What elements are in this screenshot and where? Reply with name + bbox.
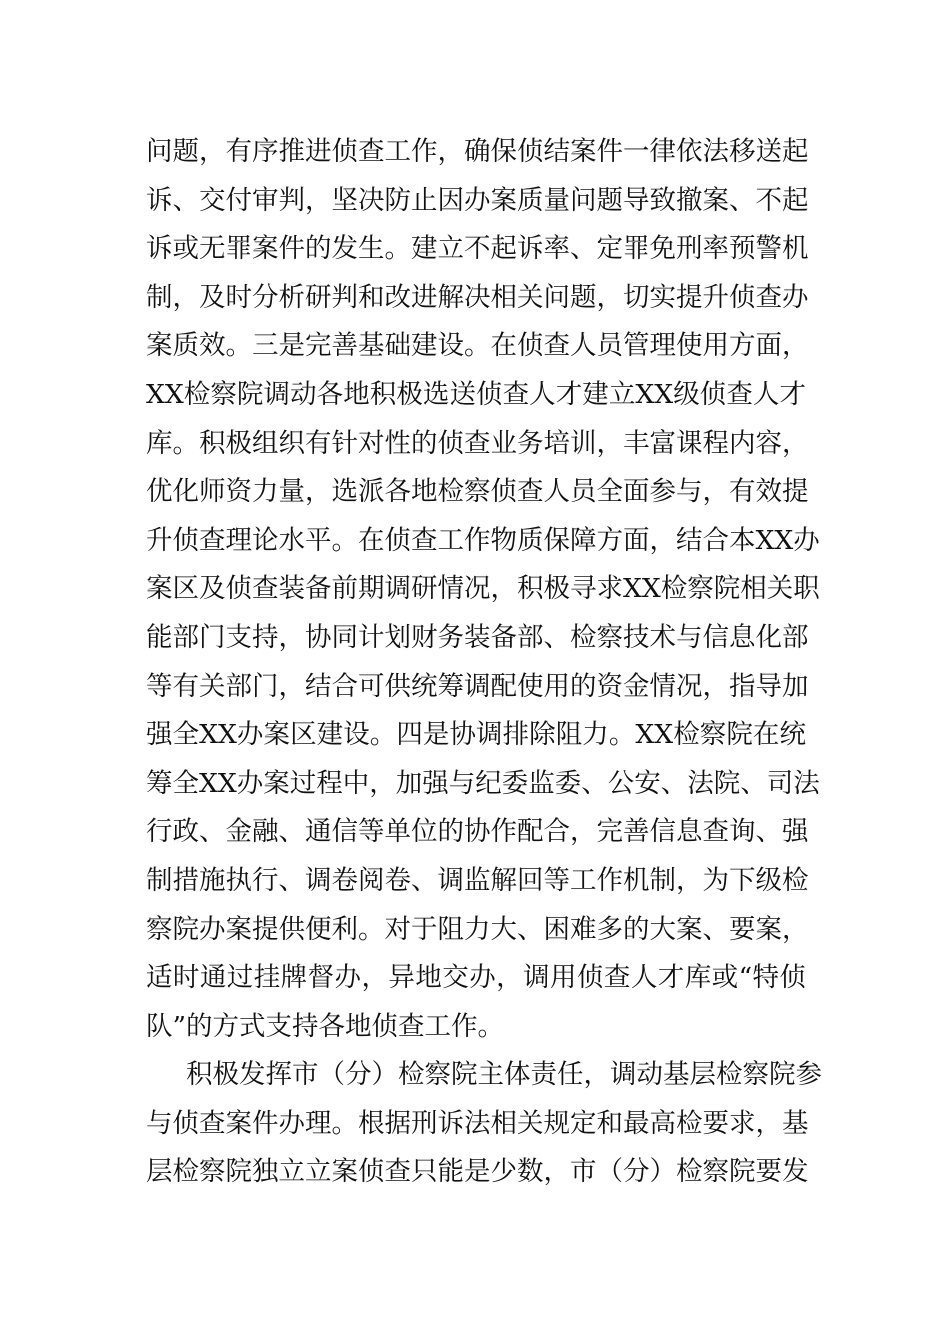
text-line: 案区及侦查装备前期调研情况，积极寻求XX检察院相关职 [146, 573, 820, 605]
text-line: 诉、交付审判，坚决防止因办案质量问题导致撤案、不起 [146, 184, 809, 216]
text-line: 筹全XX办案过程中，加强与纪委监委、公安、法院、司法 [146, 767, 820, 799]
text-line: 问题，有序推进侦查工作，确保侦结案件一律依法移送起 [146, 136, 809, 167]
paragraph-2 [146, 1051, 822, 1197]
text-line: 适时通过挂牌督办，异地交办，调用侦查人才库或“特侦 [146, 962, 806, 994]
text-line: 强全XX办案区建设。四是协调排除阻力。XX检察院在统 [146, 719, 806, 751]
text-line: 察院办案提供便利。对于阻力大、困难多的大案、要案， [146, 913, 809, 945]
text-line: 升侦查理论水平。在侦查工作物质保障方面，结合本XX办 [146, 524, 820, 556]
text-line: 与侦查案件办理。根据刑诉法相关规定和最高检要求，基 [146, 1107, 809, 1139]
text-line: 行政、金融、通信等单位的协作配合，完善信息查询、强 [146, 816, 809, 848]
text-line: 制措施执行、调卷阅卷、调监解回等工作机制，为下级检 [146, 864, 809, 896]
text-line: 案质效。三是完善基础建设。在侦查人员管理使用方面， [146, 330, 809, 362]
text-line: 能部门支持，协同计划财务装备部、检察技术与信息化部 [146, 621, 809, 653]
text-line: 优化师资力量，选派各地检察侦查人员全面参与，有效提 [146, 476, 809, 508]
text-line: XX检察院调动各地积极选送侦查人才建立XX级侦查人才 [146, 378, 806, 410]
text-line: 等有关部门，结合可供统筹调配使用的资金情况，指导加 [146, 670, 809, 702]
paragraph-1 [146, 128, 820, 1051]
text-line: 队”的方式支持各地侦查工作。 [146, 1010, 505, 1042]
text-line: 制，及时分析研判和改进解决相关问题，切实提升侦查办 [146, 281, 809, 313]
document-body [146, 128, 822, 1197]
text-line: 库。积极组织有针对性的侦查业务培训，丰富课程内容， [146, 427, 809, 459]
text-line: 诉或无罪案件的发生。建立不起诉率、定罪免刑率预警机 [146, 233, 809, 265]
text-line: 层检察院独立立案侦查只能是少数，市（分）检察院要发 [146, 1156, 809, 1188]
text-line: 积极发挥市（分）检察院主体责任，调动基层检察院参 [186, 1059, 822, 1091]
